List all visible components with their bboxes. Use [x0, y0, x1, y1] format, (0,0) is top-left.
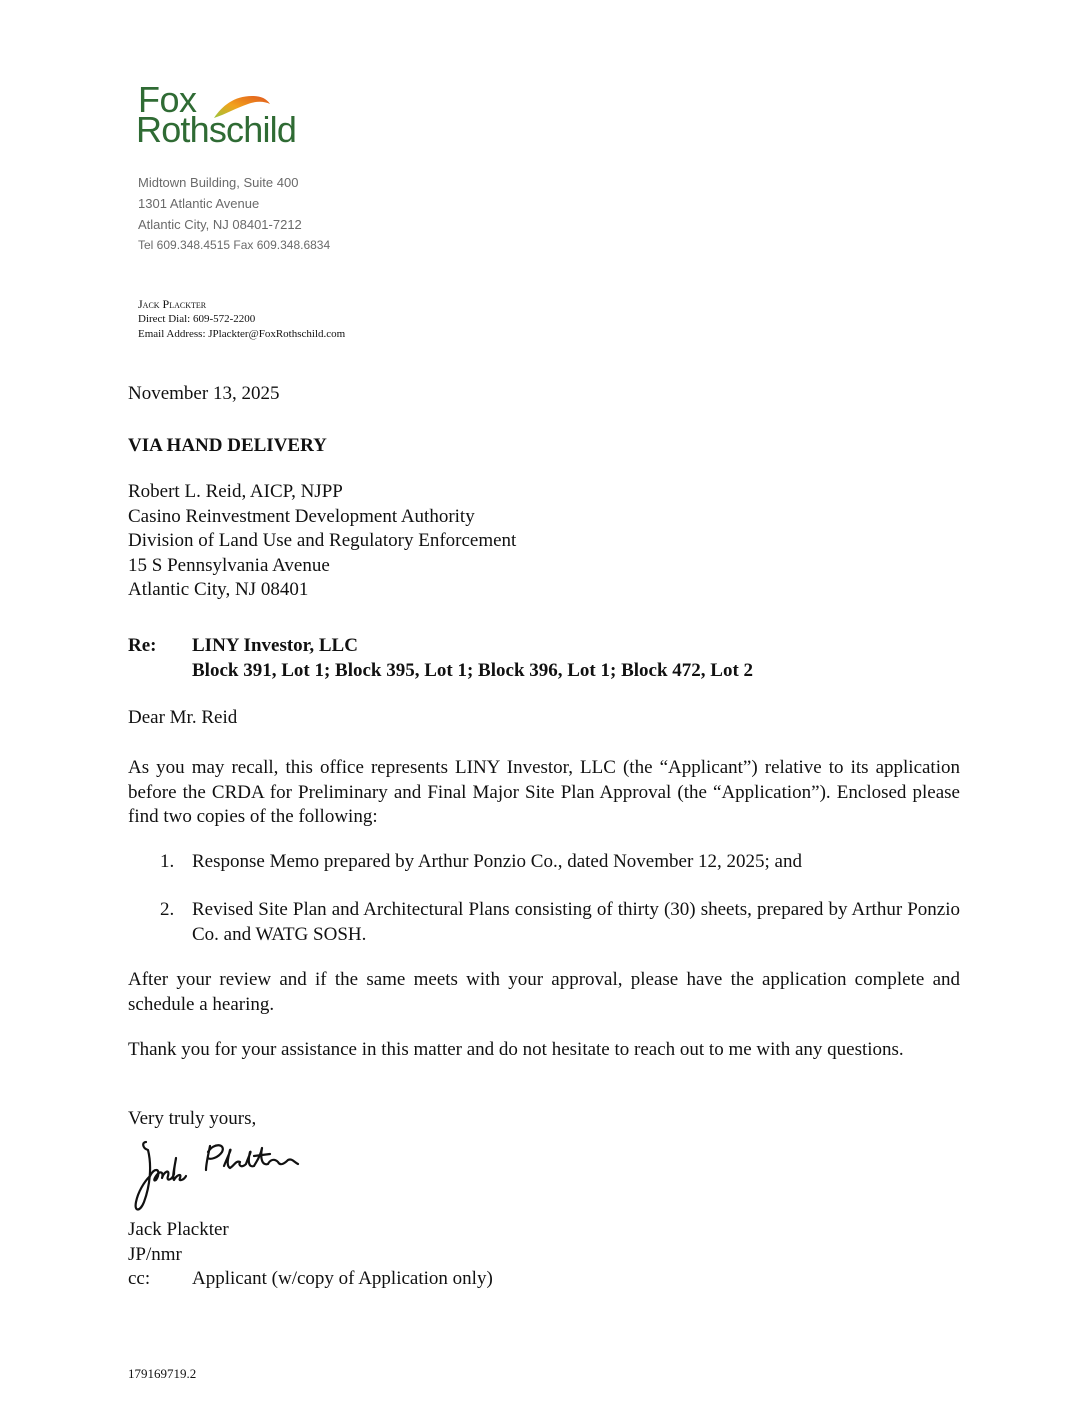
list-number: 2.: [160, 899, 175, 920]
body-paragraph: Thank you for your assistance in this matter and do not hesitate to reach out to me with any questions.: [128, 1039, 904, 1060]
recipient-line: Robert L. Reid, AICP, NJPP: [128, 481, 343, 502]
delivery-method: VIA HAND DELIVERY: [128, 435, 327, 456]
recipient-line: Atlantic City, NJ 08401: [128, 579, 309, 600]
letter-date: November 13, 2025: [128, 383, 280, 404]
cc-label: cc:: [128, 1268, 151, 1289]
subject-label: Re:: [128, 635, 157, 656]
sender-direct-dial: Direct Dial: 609-572-2200: [138, 313, 256, 325]
recipient-line: Casino Reinvestment Development Authority: [128, 505, 475, 527]
sender-block: [138, 297, 345, 342]
body-paragraph: After your review and if the same meets with your approval, please have the application complete and schedule a hearing.: [128, 969, 960, 1015]
address-line: 1301 Atlantic Avenue: [138, 196, 260, 211]
subject-line: Block 391, Lot 1; Block 395, Lot 1; Block 396, Lot 1; Block 472, Lot 2: [192, 659, 754, 681]
document-number: 179169719.2: [128, 1366, 197, 1381]
address-line: Atlantic City, NJ 08401-7212: [138, 217, 302, 232]
typist-initials: JP/nmr: [128, 1243, 182, 1265]
list-number: 1.: [160, 851, 175, 872]
company-logo: [136, 79, 326, 152]
recipient-address: [128, 480, 516, 603]
address-line: Midtown Building, Suite 400: [138, 175, 299, 190]
subject-line: LINY Investor, LLC: [192, 635, 358, 656]
cc-line: [128, 1267, 493, 1292]
body-paragraph: As you may recall, this office represents LINY Investor, LLC (the “Applicant”) relative to its application before the CRDA for Preliminary and Final Major Site Plan Approval (the “Application”). Enclosed please find two copies of the following:: [128, 757, 960, 827]
firm-address: [138, 172, 330, 256]
list-text: Revised Site Plan and Architectural Plans consisting of thirty (30) sheets, prepared by Arthur Ponzio Co. and WATG SOSH.: [192, 899, 960, 945]
recipient-line: 15 S Pennsylvania Avenue: [128, 554, 330, 576]
sender-name: Jack Plackter: [138, 297, 207, 311]
salutation: Dear Mr. Reid: [128, 707, 238, 728]
signer-block: [128, 1218, 493, 1292]
sender-email: Email Address: JPlackter@FoxRothschild.com: [138, 328, 346, 340]
handwritten-signature: [128, 1136, 308, 1216]
list-text: Response Memo prepared by Arthur Ponzio Co., dated November 12, 2025; and: [192, 851, 802, 872]
logo-text-fox: Fox: [138, 79, 197, 120]
recipient-line: Division of Land Use and Regulatory Enforcement: [128, 530, 517, 551]
phone-fax-line: Tel 609.348.4515 Fax 609.348.6834: [138, 238, 331, 252]
cc-text: Applicant (w/copy of Application only): [192, 1268, 493, 1289]
logo-text-rothschild: Rothschild: [136, 109, 297, 150]
signer-name: Jack Plackter: [128, 1219, 229, 1240]
closing: Very truly yours,: [128, 1108, 257, 1129]
